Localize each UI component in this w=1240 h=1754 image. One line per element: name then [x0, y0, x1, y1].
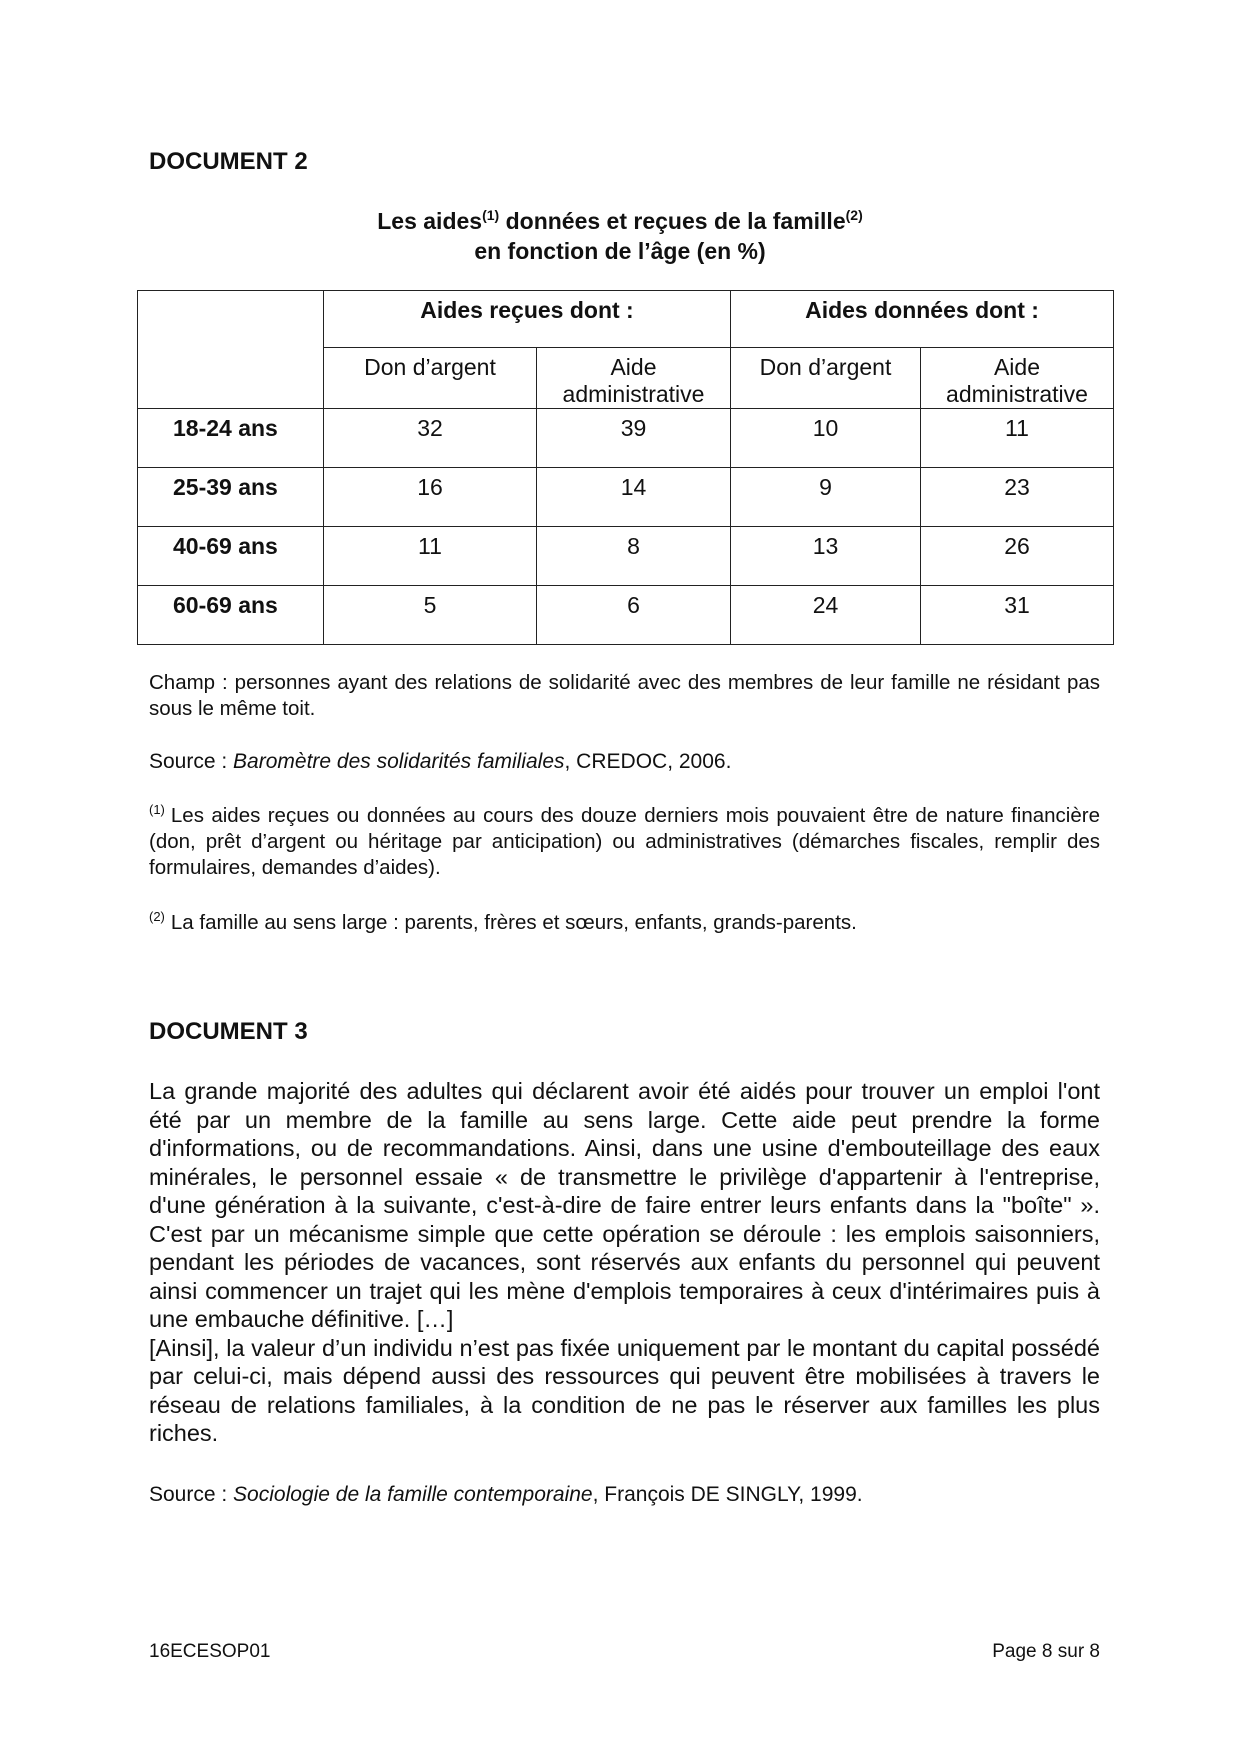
table-row: [138, 586, 1114, 645]
table-cell: 39: [537, 409, 731, 468]
table-group-header-row: [138, 291, 1114, 348]
table-cell: 23: [921, 468, 1114, 527]
table-cell: 5: [324, 586, 537, 645]
source-title: Baromètre des solidarités familiales: [233, 750, 565, 773]
table-cell: 9: [731, 468, 921, 527]
table-cell: 31: [921, 586, 1114, 645]
row-label: 60-69 ans: [138, 586, 324, 645]
table-cell: 10: [731, 409, 921, 468]
table-title-line-1: Les aides$^{(1)}$ données et reçues de la famille$^{(2)}$: [377, 207, 863, 234]
paragraph: [Ainsi], la valeur d’un individu n’est pas fixée uniquement par le montant du capital possédé par celui-ci, mais dépend aussi des ressources qui peuvent être mobilisées à travers le réseau de relations familiales, à la condition de ne pas le réserver aux familles les plus riches.: [149, 1334, 1100, 1446]
footnote-text: La famille au sens large : parents, frères et sœurs, enfants, grands-parents.: [170, 911, 857, 934]
footnote-2: [149, 910, 1100, 936]
table-row: [138, 527, 1114, 586]
table-cell: 8: [537, 527, 731, 586]
paragraph: La grande majorité des adultes qui déclarent avoir été aidés pour trouver un emploi l'ont été par un membre de la famille au sens large. Cette aide peut prendre la forme d'informations, ou de recommandations. Ainsi, dans une usine d'embouteillage des eaux minérales, le personnel essaie « de transmettre le privilège d'appartenir à l'entreprise, d'une génération à la suivante, c'est-à-dire de faire entrer leurs enfants dans la "boîte" ». C'est par un mécanisme simple que cette opération se déroule : les emplois saisonniers, pendant les périodes de vacances, sont réservés aux enfants du personnel qui peuvent ainsi commencer un trajet qui les mène d'emplois temporaires à ceux d'intérimaires puis à une embauche définitive. […]: [149, 1078, 1100, 1332]
footer-code: 16ECESOP01: [149, 1641, 271, 1662]
footnote-ref-1: (1): [482, 207, 500, 223]
source-document-3: Source : Sociologie de la famille contemporaine, François DE SINGLY, 1999.: [149, 1483, 863, 1506]
document-2-heading: DOCUMENT 2: [149, 148, 308, 175]
table-cell: 32: [324, 409, 537, 468]
table-cell: 11: [324, 527, 537, 586]
subheader-given-money: Don d’argent: [731, 348, 921, 409]
table-cell: 6: [537, 586, 731, 645]
table-cell: 13: [731, 527, 921, 586]
table-title: [0, 206, 1240, 266]
source-title: Sociologie de la famille contemporaine: [233, 1483, 593, 1506]
footnote-mark: (2): [149, 909, 165, 924]
table-cell: 26: [921, 527, 1114, 586]
footnote-text: Les aides reçues ou données au cours des douze derniers mois pouvaient être de nature financière (don, prêt d’argent ou héritage par anticipation) ou administratives (démarches fiscales, remplir des formulaires, demandes d’aides).: [149, 804, 1100, 879]
document-3-text: [149, 1077, 1100, 1448]
footnote-ref-2: (2): [845, 207, 863, 223]
subheader-given-admin: Aide administrative: [921, 348, 1114, 409]
footer-page-number: Page 8 sur 8: [992, 1641, 1100, 1662]
row-label: 40-69 ans: [138, 527, 324, 586]
aid-table: [137, 290, 1114, 645]
table-cell: 16: [324, 468, 537, 527]
footnote-1: [149, 803, 1100, 881]
subheader-received-money: Don d’argent: [324, 348, 537, 409]
group-header-given: Aides données dont :: [731, 291, 1114, 348]
row-label: 25-39 ans: [138, 468, 324, 527]
source-document-2: Source : Baromètre des solidarités familiales, CREDOC, 2006.: [149, 750, 732, 773]
table-cell: 14: [537, 468, 731, 527]
table-row: [138, 409, 1114, 468]
group-header-received: Aides reçues dont :: [324, 291, 731, 348]
table-title-line-2: en fonction de l’âge (en %): [474, 238, 766, 264]
table-corner-cell: [138, 291, 324, 409]
document-3-heading: DOCUMENT 3: [149, 1018, 308, 1045]
table-row: [138, 468, 1114, 527]
champ-note: Champ : personnes ayant des relations de solidarité avec des membres de leur famille ne résidant pas sous le même toit.: [149, 671, 1100, 720]
subheader-received-admin: Aide administrative: [537, 348, 731, 409]
footnote-mark: (1): [149, 802, 165, 817]
row-label: 18-24 ans: [138, 409, 324, 468]
table-cell: 24: [731, 586, 921, 645]
table-cell: 11: [921, 409, 1114, 468]
